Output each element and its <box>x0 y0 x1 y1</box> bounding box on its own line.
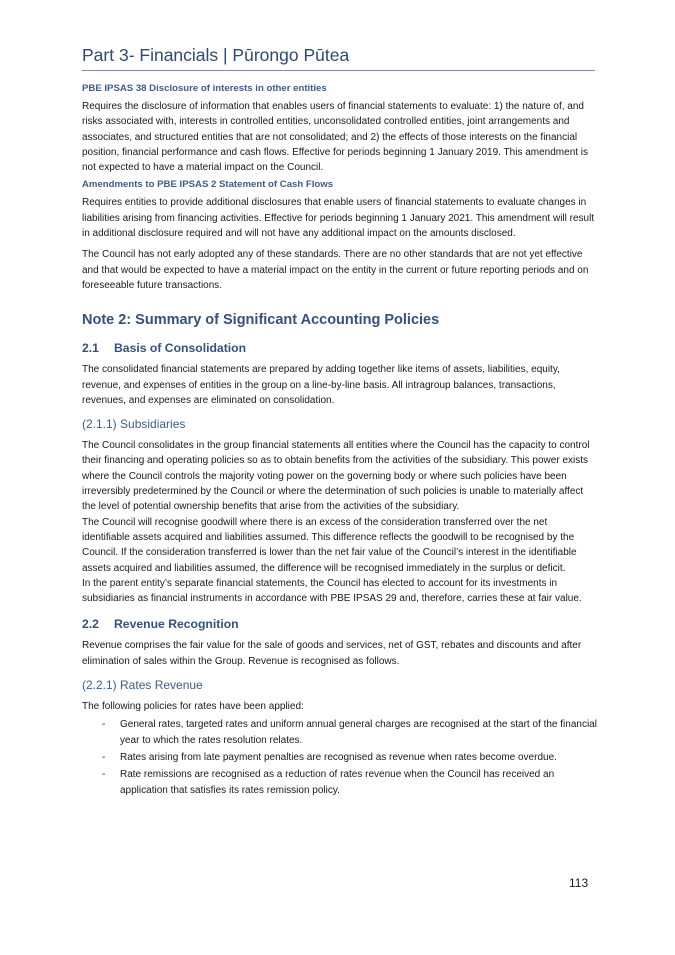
list-item-text: General rates, targeted rates and uniform annual general charges are recognised at the start of the financial year to which the rates resolution relates. <box>120 719 597 746</box>
section-title: Revenue Recognition <box>114 617 239 632</box>
section-title: Basis of Consolidation <box>114 341 247 356</box>
list-item <box>82 750 597 765</box>
list-item <box>82 767 597 798</box>
page-content <box>82 80 597 800</box>
section-number: 2.2 <box>82 617 99 632</box>
dash-bullet: - <box>102 751 106 763</box>
section-2-2-text: Revenue comprises the fair value for the sale of goods and services, net of GST, rebates and discounts and after elimination of sales within the Group. Revenue is recognised as follows. <box>82 640 582 667</box>
section-2-1-1-heading: (2.1.1) Subsidiaries <box>82 417 186 432</box>
page-title: Part 3- Financials | Pūrongo Pūtea <box>82 45 350 65</box>
list-item-text: Rates arising from late payment penalties are recognised as revenue when rates become overdue. <box>120 751 557 763</box>
rates-intro: The following policies for rates have been applied: <box>82 701 304 713</box>
ipsas2-text: Requires entities to provide additional disclosures that enable users of financial statements to evaluate changes in liabilities arising from financing activities. Effective for periods beginning 1 January 2021. This amendment will result in additional disclosure required and will not have any additional impact on the amounts disclosed. <box>82 197 595 240</box>
subsidiaries-paragraph-2: The Council will recognise goodwill where there is an excess of the consideration transferred over the net identifiable assets acquired and liabilities assumed. This difference reflects the goodwill to be recognised by the Council. If the consideration transferred is lower than the net fair value of the Council’s interest in the identifiable assets acquired and liabilities assumed, the difference will be recognised immediately in the surplus or deficit. <box>82 516 577 574</box>
section-2-1-text: The consolidated financial statements are prepared by adding together like items of assets, liabilities, equity, revenue, and expenses of entities in the group on a line-by-line basis. All intragroup balances, transactions, revenues, and expenses are eliminated on consolidation. <box>82 364 560 406</box>
list-item-text: Rate remissions are recognised as a reduction of rates revenue when the Council has received an application that satisfies its rates remission policy. <box>120 769 555 796</box>
subsidiaries-paragraph-3: In the parent entity’s separate financial statements, the Council has elected to account for its investments in subsidiaries as financial instruments in accordance with PBE IPSAS 29 and, therefore, carries these at fair value. <box>82 577 582 605</box>
section-number: 2.1 <box>82 341 99 356</box>
rates-policy-list <box>82 717 597 797</box>
ipsas2-heading: Amendments to PBE IPSAS 2 Statement of Cash Flows <box>82 179 334 191</box>
ipsas38-heading: PBE IPSAS 38 Disclosure of interests in other entities <box>82 83 327 94</box>
section-2-2-heading <box>82 616 597 632</box>
note2-heading: Note 2: Summary of Significant Accounting Policies <box>82 312 440 329</box>
subsidiaries-paragraph-1: The Council consolidates in the group financial statements all entities where the Council has the capacity to control their financing and operating policies so as to obtain benefits from the activities of the subsidiary. This power exists where the Council controls the majority voting power on the governing body or where such policies have been irreversibly predetermined by the Council or where the determination of such policies is unable to materially affect the level of potential ownership benefits that arise from the activities of the subsidiary. <box>82 440 590 513</box>
dash-bullet: - <box>102 769 106 781</box>
dash-bullet: - <box>102 719 106 731</box>
page-number: 113 <box>569 876 589 890</box>
page-header <box>82 44 595 71</box>
no-early-adoption-text: The Council has not early adopted any of these standards. There are no other standards that are not yet effective and that would be expected to have a material impact on the entity in the current or future reporting periods and on foreseeable future transactions. <box>82 249 589 291</box>
list-item <box>82 717 597 748</box>
ipsas38-text: Requires the disclosure of information that enables users of financial statements to evaluate: 1) the nature of, and risks associated with, interests in controlled entities, unconsolidated controlled entities, joint arrangements and associates, and structured entities that are not consolidated; and 2) the effects of those interests on the financial position, financial performance and cash flows. Effective for periods beginning 1 January 2019. This amendment is not expected to have a material impact on the Council. <box>82 101 589 174</box>
section-2-1-heading <box>82 340 597 356</box>
section-2-2-1-heading: (2.2.1) Rates Revenue <box>82 678 203 693</box>
